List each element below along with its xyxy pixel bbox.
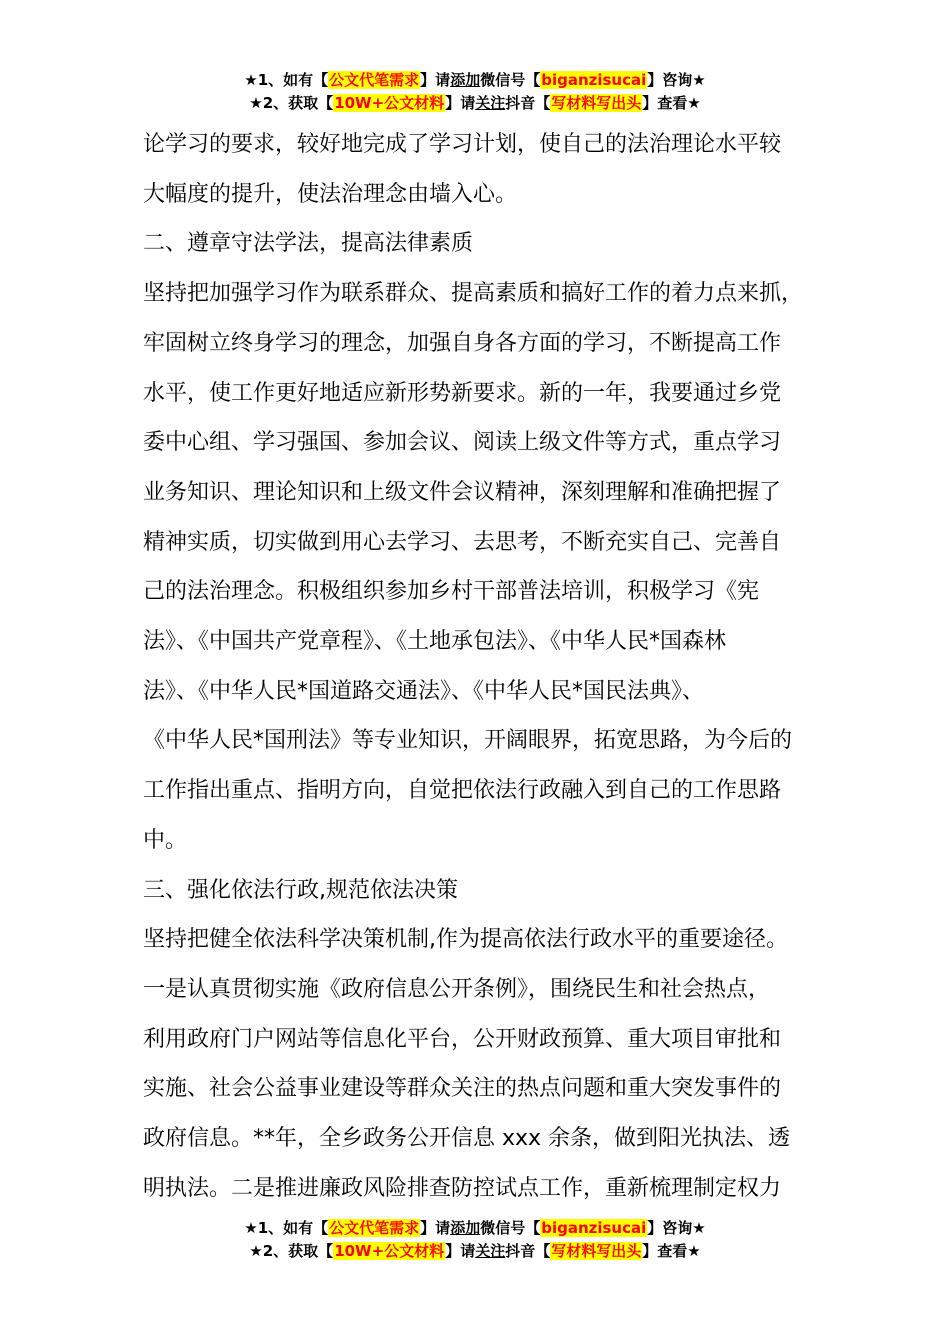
star-icon: ★ — [249, 94, 263, 112]
banner-text: 】咨询★ — [647, 1219, 706, 1237]
banner-text: 微信号【 — [480, 71, 541, 89]
banner-text: 抖音【 — [505, 1242, 551, 1260]
header-banner — [0, 69, 950, 115]
banner-text: 1、如有【 — [257, 1219, 329, 1237]
banner-text: 2、获取【 — [262, 94, 334, 112]
underlined-action: 添加 — [450, 1219, 481, 1237]
banner-text: 】请 — [445, 94, 476, 112]
highlighted-service: 公文代笔需求 — [329, 71, 420, 89]
body-line: 一是认真贯彻实施《政府信息公开条例》，围绕民生和社会热点， — [143, 976, 771, 1002]
banner-text: 】查看★ — [642, 1242, 701, 1260]
body-line: 牢固树立终身学习的理念，加强自身各方面的学习，不断提高工作 — [143, 330, 782, 356]
body-line: 己的法治理念。积极组织参加乡村干部普法培训，积极学习《宪 — [143, 579, 760, 605]
body-line: 工作指出重点、指明方向，自觉把依法行政融入到自己的工作思路 — [143, 778, 782, 804]
star-icon: ★ — [249, 1242, 263, 1260]
highlighted-materials: 10W+公文材料 — [334, 94, 445, 112]
body-line: 精神实质，切实做到用心去学习、去思考，不断充实自己、完善自 — [143, 529, 782, 555]
section-heading-2: 二、遵章守法学法，提高法律素质 — [143, 231, 474, 257]
banner-text: 】请 — [445, 1242, 476, 1260]
body-line: 业务知识、理论知识和上级文件会议精神，深刻理解和准确把握了 — [143, 479, 782, 505]
section-heading-3: 三、强化依法行政,规范依法决策 — [143, 877, 458, 903]
footer-banner-line-1 — [0, 1217, 950, 1240]
header-banner-line-1 — [0, 69, 950, 92]
header-banner-line-2 — [0, 92, 950, 115]
banner-text: 】查看★ — [642, 94, 701, 112]
banner-text: 1、如有【 — [257, 71, 329, 89]
underlined-action: 关注 — [475, 1242, 506, 1260]
banner-text: 】请 — [420, 1219, 451, 1237]
body-line: 《中华人民*国刑法》等专业知识，开阔眼界，拓宽思路，为今后的 — [143, 728, 793, 754]
highlighted-wechat-id: biganzisucai — [541, 1219, 647, 1237]
footer-banner — [0, 1217, 950, 1263]
banner-text: 】咨询★ — [647, 71, 706, 89]
highlighted-wechat-id: biganzisucai — [541, 71, 647, 89]
star-icon: ★ — [244, 1219, 258, 1237]
body-line: 法》、《中华人民*国道路交通法》、《中华人民*国民法典》、 — [143, 678, 705, 704]
body-line: 坚持把加强学习作为联系群众、提高素质和搞好工作的着力点来抓， — [143, 281, 804, 307]
underlined-action: 关注 — [475, 94, 506, 112]
body-line: 大幅度的提升，使法治理念由墙入心。 — [143, 181, 518, 207]
footer-banner-line-2 — [0, 1240, 950, 1263]
body-line: 水平，使工作更好地适应新形势新要求。新的一年，我要通过乡党 — [143, 380, 782, 406]
star-icon: ★ — [244, 71, 258, 89]
banner-text: 微信号【 — [480, 1219, 541, 1237]
body-line: 政府信息。**年，全乡政务公开信息 xxx 余条，做到阳光执法、透 — [143, 1126, 791, 1152]
highlighted-materials: 10W+公文材料 — [334, 1242, 445, 1260]
banner-text: 】请 — [420, 71, 451, 89]
document-body — [143, 120, 823, 1213]
highlighted-douyin-account: 写材料写出头 — [551, 1242, 642, 1260]
body-line: 中。 — [143, 827, 188, 853]
body-line: 明执法。二是推进廉政风险排查防控试点工作，重新梳理制定权力 — [143, 1175, 782, 1201]
highlighted-douyin-account: 写材料写出头 — [551, 94, 642, 112]
banner-text: 抖音【 — [505, 94, 551, 112]
body-line: 利用政府门户网站等信息化平台，公开财政预算、重大项目审批和 — [143, 1026, 782, 1052]
body-line: 坚持把健全依法科学决策机制,作为提高依法行政水平的重要途径。 — [143, 927, 788, 953]
underlined-action: 添加 — [450, 71, 481, 89]
body-line: 实施、社会公益事业建设等群众关注的热点问题和重大突发事件的 — [143, 1076, 782, 1102]
body-line: 法》、《中国共产党章程》、《土地承包法》、《中华人民*国森林 — [143, 629, 727, 655]
banner-text: 2、获取【 — [262, 1242, 334, 1260]
body-line: 委中心组、学习强国、参加会议、阅读上级文件等方式，重点学习 — [143, 430, 782, 456]
body-line: 论学习的要求，较好地完成了学习计划，使自己的法治理论水平较 — [143, 132, 782, 157]
highlighted-service: 公文代笔需求 — [329, 1219, 420, 1237]
